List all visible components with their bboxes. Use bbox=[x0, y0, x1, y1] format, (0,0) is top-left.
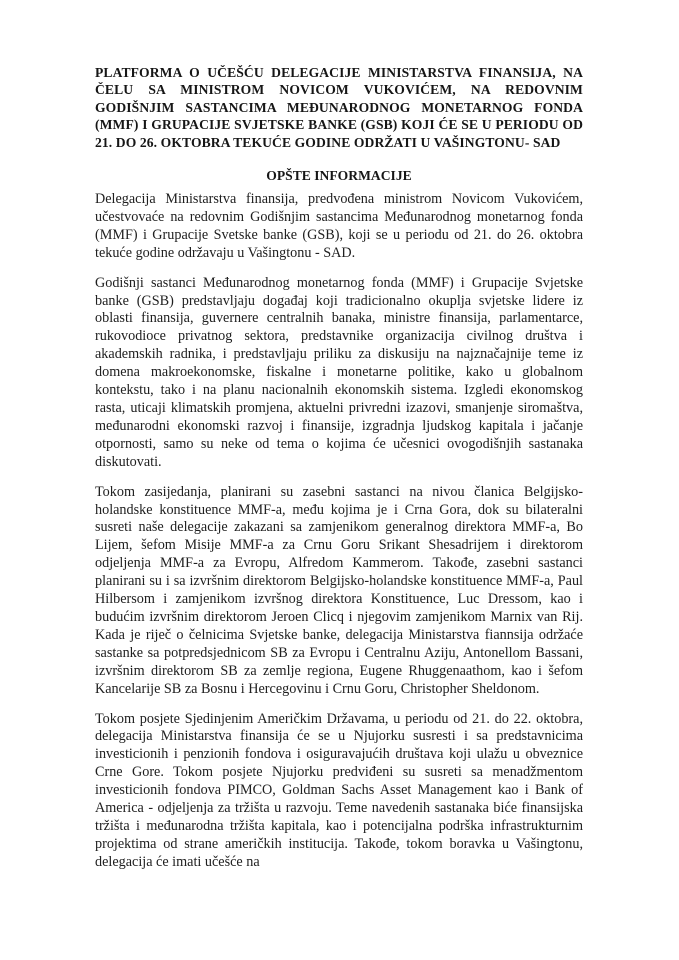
paragraph-usa-visit: Tokom posjete Sjedinjenim Američkim Državama, u periodu od 21. do 22. oktobra, delegacija Ministarstva finansija će se u Njujorku susresti i sa predstavnicima investicionih i penzionih fondova i osiguravajućih društava koji ulažu u obveznice Crne Gore. Tokom posjete Njujorku predviđeni su susreti sa menadžmentom investicionih fondova PIMCO, Goldman Sachs Asset Management kao i Bank of America - odjeljenja za tržišta u razvoju. Teme navedenih sastanaka biće finansijska tržišta i međunarodna tržišta kapitala, kao i potencijalna podrška infrastrukturnim projektima od strane američkih institucija. Takođe, tokom boravka u Vašingtonu, delegacija će imati učešće na bbox=[95, 710, 583, 870]
document-title: PLATFORMA O UČEŠĆU DELEGACIJE MINISTARSTVA FINANSIJA, NA ČELU SA MINISTROM NOVICOM VUKOVIĆEM, NA REDOVNIM GODIŠNJIM SASTANCIMA MEĐUNARODNOG MONETARNOG FONDA (MMF) I GRUPACIJE SVJETSKE BANKE (GSB) KOJI ĆE SE U PERIODU OD 21. DO 26. OKTOBRA TEKUĆE GODINE ODRŽATI U VAŠINGTONU- SAD bbox=[95, 65, 583, 150]
document-page bbox=[95, 64, 583, 884]
section-heading: OPŠTE INFORMACIJE bbox=[266, 168, 412, 184]
paragraph-annual-meetings: Godišnji sastanci Međunarodnog monetarnog fonda (MMF) i Grupacije Svjetske banke (GSB) predstavljaju događaj koji tradicionalno okuplja svjetske lidere iz oblasti finansija, guvernere centralnih banaka, ministre finansija, parlamentarce, rukovodioce privatnog sektora, predstavnike organizacija civilnog društva i akademskih radnika, i predstavljaju priliku za diskusiju na najznačajnije teme iz domena makroekonomske, fiskalne i monetarne politike, kako u globalnom kontekstu, tako i na planu nacionalnih ekonomskih sistema. Izgledi ekonomskog rasta, uticaji klimatskih promjena, aktuelni privredni izazovi, smanjenje siromaštva, međunarodni ekonomski razvoj i finansije, izgradnja ljudskog kapitala i jačanje otpornosti, samo su neke od tema o kojima će učesnici ovogodišnjih sastanaka diskutovati. bbox=[95, 274, 583, 470]
paragraph-intro: Delegacija Ministarstva finansija, predvođena ministrom Novicom Vukovićem, učestvovaće na redovnim Godišnjim sastancima Međunarodnog monetarnog fonda (MMF) i Grupacije Svetske banke (GSB), koji se u periodu od 21. do 26. oktobra tekuće godine održavaju u Vašingtonu - SAD. bbox=[95, 191, 583, 261]
paragraph-meetings-schedule: Tokom zasijedanja, planirani su zasebni sastanci na nivou članica Belgijsko-holandske konstituence MMF-a, među kojima je i Crna Gora, dok su bilateralni susreti naše delegacije zakazani sa zamjenikom generalnog direktora MMF-a, Bo Lijem, šefom Misije MMF-a za Crnu Goru Srikant Shesadrijem i direktorom odjeljenja MMF-a za Evropu, Alfredom Kammerom. Takođe, zasebni sastanci planirani su i sa izvršnim direktorom Belgijsko-holandske konstituence MMF-a, Paul Hilbersom i zamjenikom izvršnog direktora Konstituence, Luc Dressom, kao i budućim izvršnim direktorom Jeroen Clicq i njegovim zamjenikom Marnix van Rij. Kada je riječ o čelnicima Svjetske banke, delegacija Ministarstva fiannsija održaće sastanke sa potpredsjednicom SB za Evropu i Centralnu Aziju, Antonellom Bassani, izvršnim direktorom SB za zemlje regiona, Eugene Rhuggenaathom, kao i šefom Kancelarije SB za Bosnu i Hercegovinu i Crnu Goru, Christopher Sheldonom. bbox=[95, 483, 583, 697]
